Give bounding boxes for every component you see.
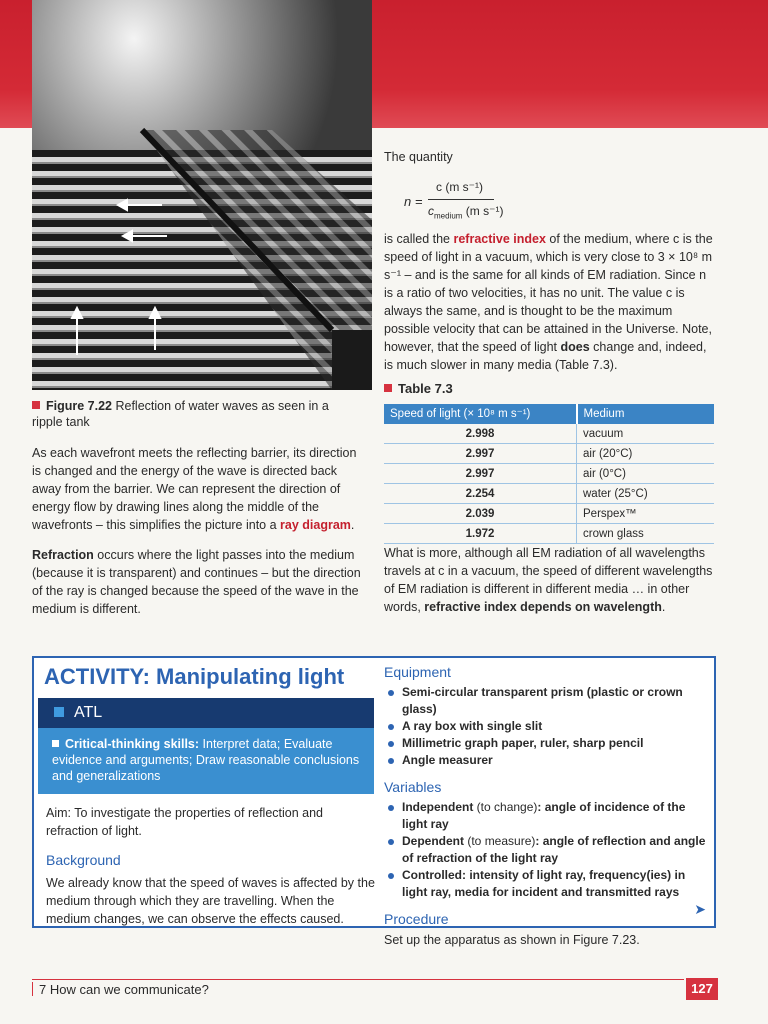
- equipment-list: [384, 684, 710, 769]
- activity-box: [32, 656, 716, 947]
- variable-text: : angle of incidence of the light ray: [402, 800, 686, 831]
- table-row: [384, 464, 714, 484]
- formula-numerator: c (m s⁻¹): [436, 180, 483, 194]
- variables-list: [384, 799, 710, 901]
- speed-cell: 2.039: [384, 504, 577, 524]
- variable-note: (to measure): [464, 834, 536, 848]
- term-wavelength: refractive index depends on wavelength: [424, 600, 662, 614]
- text-span: of the medium, where c is the speed of light in a vacuum, which is very close to 3 × 10⁸ m s⁻¹ – and is the same for all kinds of EM radiation. Since n is a ratio of two velocities, it has no unit. The value c is always the same, and is thought to be the maximum possible velocity that can be attained in the Universe. Note, however, that the speed of light: [384, 232, 713, 354]
- critical-thinking-box: [38, 728, 374, 794]
- text-span: What is more, although all EM radiation of all wavelengths travels at c in a vacuum, the speed of different wavelengths of EM radiation is different in different media … in other words,: [384, 546, 713, 614]
- figure-caption: [32, 398, 362, 430]
- equipment-heading: Equipment: [384, 664, 451, 680]
- table-title-text: Table 7.3: [398, 381, 453, 396]
- footer-bar: [32, 982, 33, 996]
- term-refractive-index: refractive index: [453, 232, 546, 246]
- variable-label: Controlled:: [402, 868, 466, 882]
- variables-heading: Variables: [384, 779, 442, 795]
- atl-square-icon: [54, 707, 64, 717]
- footer-chapter: [32, 982, 209, 997]
- text-span: is called the: [384, 232, 454, 246]
- column-header-medium: Medium: [577, 404, 715, 424]
- list-item: Angle measurer: [384, 752, 710, 769]
- crit-label: Critical-thinking skills:: [65, 737, 200, 751]
- fraction-bar: [428, 199, 494, 200]
- procedure-text: Set up the apparatus as shown in Figure 7.23.: [384, 933, 640, 947]
- term-ray-diagram: ray diagram: [280, 518, 351, 532]
- crit-text: Interpret data; Evaluate evidence and arguments; Draw reasonable conclusions and generalizations: [52, 737, 360, 783]
- chapter-title: 7 How can we communicate?: [39, 982, 209, 997]
- speed-of-light-table: [384, 404, 714, 544]
- table-square-icon: [384, 384, 392, 392]
- list-item: A ray box with single slit: [384, 718, 710, 735]
- column-header-speed: Speed of light (× 10⁸ m s⁻¹): [384, 404, 577, 424]
- right-column: [384, 148, 714, 616]
- medium-cell: vacuum: [577, 424, 715, 444]
- table-title: [384, 380, 714, 398]
- text-span: change and, indeed, is much slower in many media (Table 7.3).: [384, 340, 707, 372]
- paragraph-wavelength: [384, 544, 714, 616]
- term-does: does: [560, 340, 590, 354]
- variable-text: intensity of light ray, frequency(ies) in light ray, media for incident and transmitted rays: [402, 868, 686, 899]
- formula-intro: The quantity: [384, 150, 453, 164]
- formula-denominator: [428, 202, 503, 225]
- background-heading: Background: [46, 852, 121, 868]
- table-row: [384, 424, 714, 444]
- list-item: Millimetric graph paper, ruler, sharp pencil: [384, 735, 710, 752]
- list-item: [384, 833, 710, 867]
- page-number: 127: [686, 978, 718, 1000]
- paragraph-reflection: [32, 444, 362, 534]
- bullet-square-icon: [52, 740, 59, 747]
- table-row: [384, 484, 714, 504]
- activity-right-column: [384, 664, 710, 949]
- text-span: occurs where the light passes into the medium (because it is transparent) and continues – but the direction of the ray is changed because the speed of the wave in the medium is different.: [32, 548, 361, 616]
- text-span: .: [350, 518, 355, 532]
- medium-cell: crown glass: [577, 524, 715, 544]
- speed-cell: 1.972: [384, 524, 577, 544]
- text-span: As each wavefront meets the reflecting barrier, its direction is changed and the energy of the wave is directed back away from the barrier. We can represent the direction of energy flow by drawing lines along the middle of the wavefronts – this simplifies the picture into a: [32, 446, 357, 532]
- table-row: [384, 504, 714, 524]
- variable-label: Independent: [402, 800, 474, 814]
- background-text: We already know that the speed of waves is affected by the medium through which they are travelling. When the medium changes, we can observe the effects caused.: [46, 876, 375, 926]
- medium-cell: air (20°C): [577, 444, 715, 464]
- medium-cell: water (25°C): [577, 484, 715, 504]
- speed-cell: 2.254: [384, 484, 577, 504]
- text-span: .: [661, 600, 666, 614]
- list-item: [384, 867, 710, 901]
- ripple-tank-photo: [32, 0, 372, 390]
- procedure-heading: Procedure: [384, 911, 449, 927]
- speed-cell: 2.997: [384, 464, 577, 484]
- caption-square-icon: [32, 401, 40, 409]
- medium-cell: Perspex™: [577, 504, 715, 524]
- next-arrow-icon: ➤: [694, 901, 706, 917]
- variable-note: (to change): [473, 800, 538, 814]
- paragraph-refraction: [32, 546, 362, 618]
- den-subscript: medium: [434, 211, 463, 221]
- table-header-row: [384, 404, 714, 424]
- formula-lhs: n =: [404, 194, 423, 209]
- table-row: [384, 444, 714, 464]
- term-refraction: Refraction: [32, 548, 94, 562]
- den-symbol: c: [428, 204, 434, 218]
- den-unit: (m s⁻¹): [462, 204, 504, 218]
- figure-caption-text: Reflection of water waves as seen in a ripple tank: [32, 399, 329, 429]
- variable-label: Dependent: [402, 834, 465, 848]
- left-column-text: [32, 444, 362, 630]
- footer-rule: [32, 979, 684, 980]
- table-row: [384, 524, 714, 544]
- paragraph-refractive-index: [384, 230, 714, 374]
- figure-label: Figure 7.22: [46, 399, 112, 413]
- variable-text: : angle of reflection and angle of refraction of the light ray: [402, 834, 706, 865]
- activity-title: ACTIVITY: Manipulating light: [44, 664, 345, 689]
- speed-cell: 2.998: [384, 424, 577, 444]
- list-item: [384, 799, 710, 833]
- refractive-index-formula: [384, 174, 714, 226]
- activity-aim: Aim: To investigate the properties of reflection and refraction of light.: [46, 806, 324, 838]
- medium-cell: air (0°C): [577, 464, 715, 484]
- atl-label: ATL: [74, 704, 103, 721]
- speed-cell: 2.997: [384, 444, 577, 464]
- list-item: Semi-circular transparent prism (plastic or crown glass): [384, 684, 710, 718]
- atl-banner: [38, 698, 374, 728]
